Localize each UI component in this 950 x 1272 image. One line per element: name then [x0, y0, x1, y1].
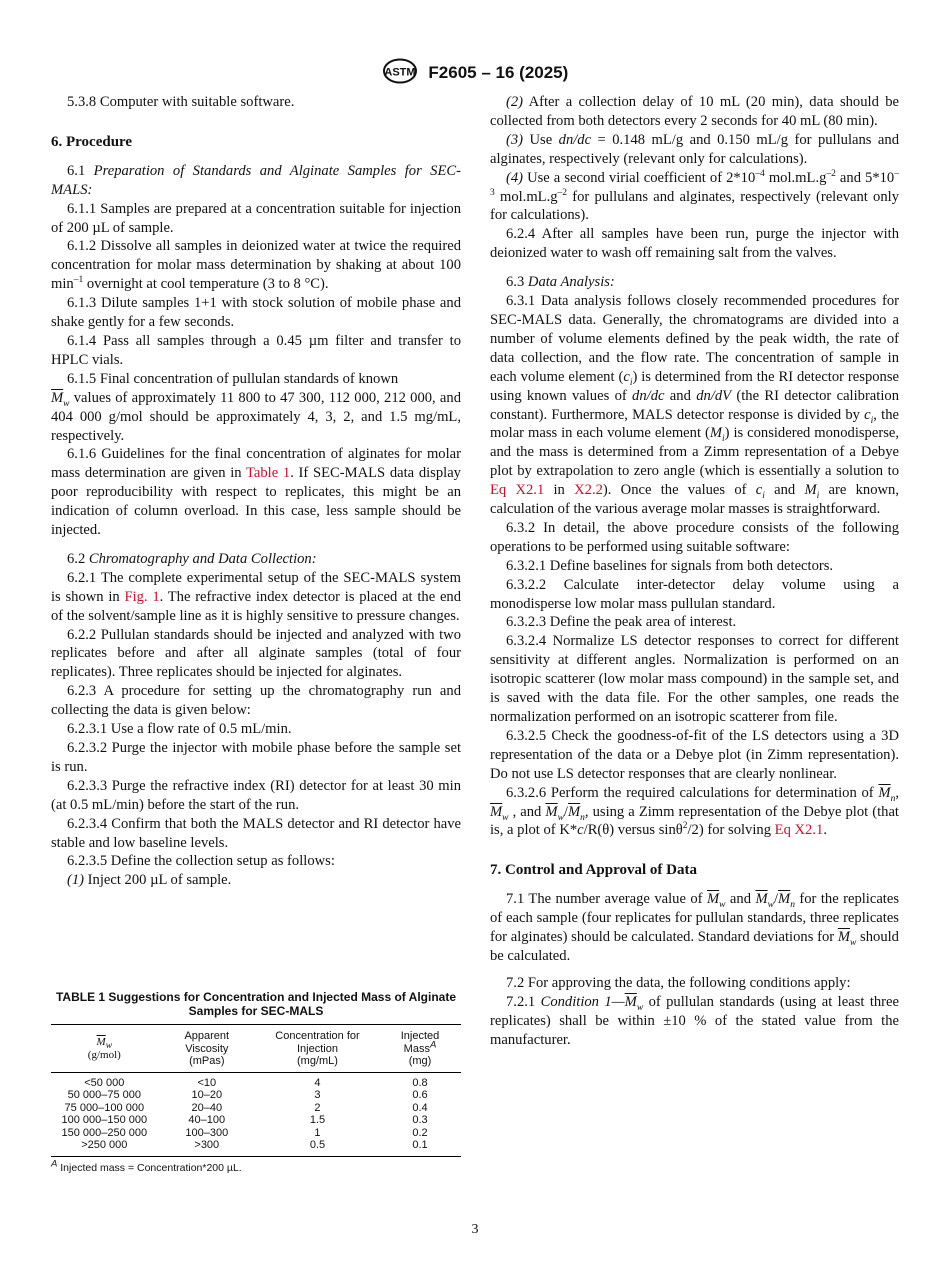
col-header-mw: $\overline{M}_w$ (g/mol): [87, 1036, 121, 1061]
section-7-heading: 7. Control and Approval of Data: [490, 862, 697, 879]
para-6-3-2-3: 6.3.2.3 Define the peak area of interest.: [506, 614, 737, 631]
para-6-2-1: 6.2.1 The complete experimental setup of the SEC-MALS system is shown in Fig. 1. The refractive index detector is placed at the end of the solvent/sample line as it is highly sensitive to pressure changes.: [51, 569, 462, 624]
para-6-3-1: 6.3.1 Data analysis follows closely recommended procedures for SEC-MALS data. Generally, the chromatograms are divided into a number of volume elements defined by the peak width, the rate of data collection, and the flow rate. The concentration of sample in each volume element $(c_i)$ is determined from the RI detector response using known values of dn/dc and dn/dV (the RI detector calibration constant). Furthermore, MALS detector response is divided by $c_i$, the molar mass in each volume element $(M_i)$ is considered monodisperse, and the mass is determined from a Zimm representation of a Debye plot by extrapolation to zero angle (which is essentially a solution to Eq X2.1 in X2.2). Once the values of $c_i$ and $M_i$ are known, calculation of the various average molar masses is straightforward.: [490, 293, 900, 518]
item-3: (3) Use dn/dc = 0.148 mL/g and 0.150 mL/g for pullulans and alginates, respectively (relevant only for calculations).: [490, 131, 899, 167]
para-6-2-4: 6.2.4 After all samples have been run, purge the injector with deionized water to wash off remaining salt from the valves.: [490, 226, 899, 262]
eq-x2-1-link[interactable]: Eq X2.1: [490, 482, 545, 499]
para-6-2-3-5: 6.2.3.5 Define the collection setup as follows:: [67, 853, 335, 870]
para-6-2-3-1: 6.2.3.1 Use a flow rate of 0.5 mL/min.: [67, 721, 292, 738]
table-row: <50 000 <10 4 0.8: [84, 1076, 428, 1089]
item-2: (2) After a collection delay of 10 mL (20 min), data should be collected from both detectors every 2 seconds for 40 mL (80 min).: [490, 94, 899, 129]
para-6-3: 6.3 Data Analysis:: [506, 274, 615, 291]
astm-logo-icon: [382, 58, 418, 89]
col-header-injected-mass: Injected Mass$^A$ (mg): [400, 1030, 440, 1067]
para-6-3-2-2: 6.3.2.2 Calculate inter-detector delay volume using a monodisperse low molar mass pullulan standard.: [490, 576, 899, 612]
table-row: 100 000–150 000 40–100 1.5 0.3: [61, 1114, 428, 1127]
para-6-1-6: 6.1.6 Guidelines for the final concentration of alginates for molar mass determination are given in Table 1. If SEC-MALS data display poor reproducibility with respect to replicates, this might be an indication of column overload. In this case, less sample should be injected.: [51, 446, 461, 539]
table-row: 150 000–250 000 100–300 1 0.2: [61, 1126, 428, 1139]
page-number: 3: [471, 1222, 479, 1237]
table-header-row: [51, 1025, 461, 1073]
para-6-2-3: 6.2.3 A procedure for setting up the chromatography run and collecting the data is given below:: [51, 683, 461, 719]
table-1-caption: TABLE 1 Suggestions for Concentration and Injected Mass of Alginate Samples for SEC-MALS: [55, 990, 457, 1018]
x2-2-link[interactable]: X2.2: [574, 482, 603, 499]
para-6-1-4: 6.1.4 Pass all samples through a 0.45 µm filter and transfer to HPLC vials.: [51, 332, 461, 368]
para-7-1: 7.1 The number average value of $\overline{M}_w$ and $\overline{M}_w/\overline{M}_n$ for the replicates of each sample (four replicates for pullulan standards, three replicates for alginates) should be calculated. Standard deviations for $\overline{M}_w$ should be calculated.: [490, 891, 900, 964]
para-6-1-1: 6.1.1 Samples are prepared at a concentration suitable for injection of 200 µL of sample.: [51, 200, 461, 236]
table-1-footnote: $^A$ Injected mass = Concentration*200 µL.: [51, 1158, 242, 1175]
para-6-1: 6.1 Preparation of Standards and Alginate Samples for SEC-MALS:: [51, 162, 461, 198]
para-6-1-5: 6.1.5 Final concentration of pullulan standards of known $\overline{M}_w$ values of approximately 11 800 to 47 300, 112 000, 212 000, and 404 000 g/mol should be approximately 4, 3, 2, and 1.5 mg/mL, respectively.: [51, 370, 461, 444]
para-7-2: 7.2 For approving the data, the following conditions apply:: [506, 974, 851, 991]
item-1: (1) Inject 200 µL of sample.: [67, 872, 232, 889]
para-7-2-1: 7.2.1 Condition $1—\overline{M}_w$ of pullulan standards (using at least three replicates) shall be within ±10 % of the stated value from the manufacturer.: [490, 993, 899, 1048]
para-6-2: 6.2 Chromatography and Data Collection:: [67, 550, 317, 567]
para-6-3-2-6: 6.3.2.6 Perform the required calculations for determination of $\overline{M}_n$, $\overline{M}_w$ , and $\overline{M}_w/\overline{M}_n$, using a Zimm representation of the Debye plot (that is, a plot of K*c/R(θ) versus sinθ$^2$/2) for solving Eq X2.1.: [490, 784, 899, 839]
right-column: [490, 93, 899, 1050]
document-id: F2605 – 16 (2025): [428, 62, 569, 82]
para-6-3-2-5: 6.3.2.5 Check the goodness-of-fit of the LS detectors using a 3D representation of the data or a Debye plot (in Zimm representation). Do not use LS detector responses that are clearly nonlinear.: [490, 727, 899, 782]
col-header-concentration: Concentration for Injection (mg/mL): [275, 1030, 360, 1067]
para-5-3-8: 5.3.8 Computer with suitable software.: [67, 94, 295, 110]
para-6-2-2: 6.2.2 Pullulan standards should be injected and analyzed with two replicates before and after all alginate samples (total of four replicates). Three replicates should be injected for alginates.: [51, 626, 461, 681]
para-6-2-3-4: 6.2.3.4 Confirm that both the MALS detector and RI detector have stable and low baseline levels.: [51, 815, 461, 851]
para-6-2-3-2: 6.2.3.2 Purge the injector with mobile phase before the sample set is run.: [51, 740, 461, 775]
para-6-3-2-4: 6.3.2.4 Normalize LS detector responses to correct for different sensitivity at different angles. Normalization is performed on an isotropic scatterer (low molar mass compound) in the sample set, and is saved with the data file. For the other samples, one reads the normalization performed on an isotropic scatterer from file.: [490, 633, 899, 725]
table-1: [51, 990, 461, 1174]
para-6-1-2: 6.1.2 Dissolve all samples in deionized water at twice the required concentration for molar mass determination by shaking at about 100 $\min^{-1}$ overnight at cool temperature (3 to 8 °C).: [51, 238, 461, 293]
page-header: [0, 58, 950, 89]
para-6-3-2: 6.3.2 In detail, the above procedure consists of the following operations to be performed using suitable software:: [490, 519, 899, 555]
table-row: 50 000–75 000 10–20 3 0.6: [67, 1089, 428, 1102]
left-column: [51, 93, 461, 890]
table-1-link[interactable]: Table 1: [246, 465, 291, 482]
table-row: >250 000 >300 0.5 0.1: [51, 1139, 461, 1156]
eq-x2-1-link-2[interactable]: Eq X2.1: [774, 822, 824, 839]
para-6-1-3: 6.1.3 Dilute samples 1+1 with stock solution of mobile phase and shake gently for a few seconds.: [51, 295, 461, 331]
fig-1-link[interactable]: Fig. 1: [124, 588, 160, 605]
logo-label: ASTM: [384, 66, 416, 79]
table-row: 75 000–100 000 20–40 2 0.4: [64, 1101, 428, 1114]
para-6-2-3-3: 6.2.3.3 Purge the refractive index (RI) detector for at least 30 min (at 0.5 mL/min) before the start of the run.: [51, 777, 461, 813]
section-6-heading: 6. Procedure: [51, 133, 133, 150]
item-4: (4) Use a second virial coefficient of $2*10^{-4}$ $mol.mL.g^{-2}$ and $5*10^{-3}$ $mol.mL.g^{-2}$ for pullulans and alginates, respectively (relevant only for calculations).: [490, 168, 899, 224]
col-header-viscosity: Apparent Viscosity (mPas): [184, 1030, 230, 1067]
para-6-3-2-1: 6.3.2.1 Define baselines for signals from both detectors.: [506, 557, 834, 574]
